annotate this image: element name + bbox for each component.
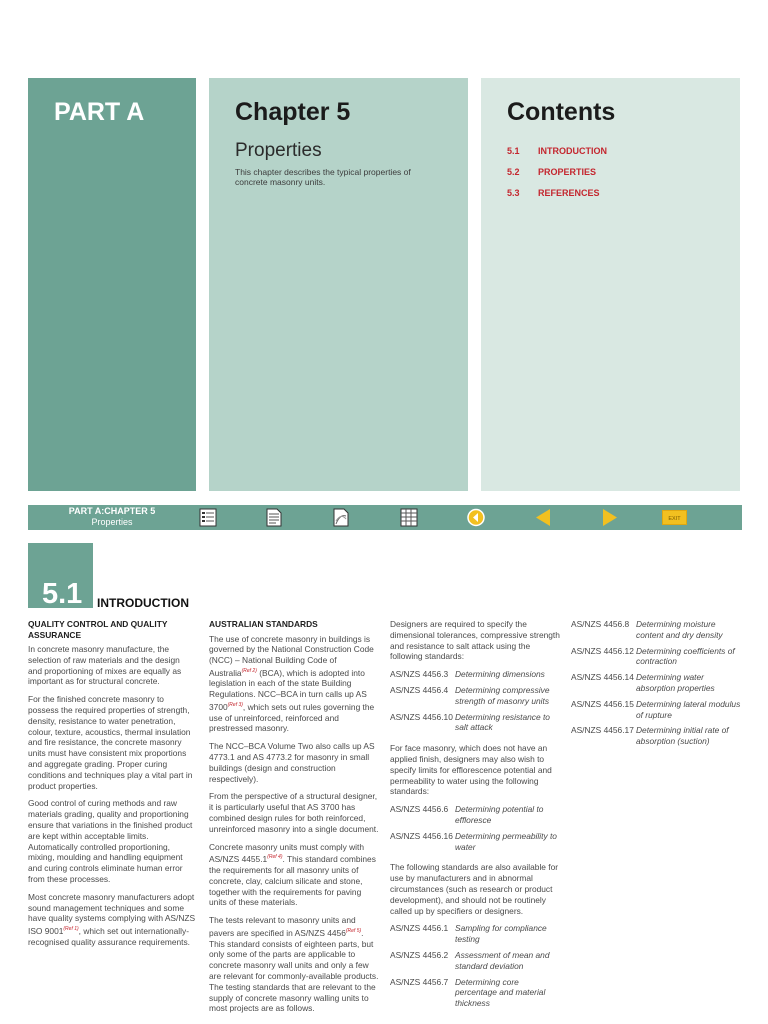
standard-code: AS/NZS 4456.14 [571, 672, 634, 683]
text-column-4 [571, 619, 743, 752]
paragraph: From the perspective of a structural designer, it is particularly useful that AS 3700 has combined design rules for both reinforced, unreinforced masonry into a single document. [209, 791, 379, 834]
nav-chapter-line1: PART A:CHAPTER 5 [68, 506, 156, 516]
standard-item [571, 699, 743, 721]
toc-item-number: 5.1 [507, 146, 520, 156]
arrow-right-icon [600, 508, 620, 527]
standard-item [390, 977, 560, 1009]
reference-link[interactable]: (Ref 3) [227, 702, 243, 709]
section-title: INTRODUCTION [97, 596, 189, 610]
text-fragment: , which sets out rules governing the use of unreinforced, reinforced and prestressed masonry. [209, 701, 375, 734]
standard-item [571, 725, 743, 747]
toc-list [507, 146, 607, 209]
standard-desc: Assessment of mean and standard deviation [455, 949, 550, 971]
text-fragment: . This standard consists of eighteen parts, but only some of the parts are applicable to concrete masonry wall units and only a few are relevant for commonly-available products. The testing standards that are relevant to the supply of concrete masonry walling units to most projects are as follows. [209, 927, 379, 1014]
paragraph [28, 892, 196, 948]
standard-desc: Determining lateral modulus of rupture [636, 698, 741, 720]
back-button[interactable] [466, 508, 486, 527]
standard-item [571, 646, 743, 668]
standard-code: AS/NZS 4456.4 [390, 684, 449, 695]
text-column-1 [28, 619, 196, 955]
reference-link[interactable]: (Ref 5) [345, 928, 362, 935]
text-fragment: . This standard combines the requirements for all masonry units of concrete, clay, calcium silicate and stone, together with the requirements for paving units of these materials. [209, 854, 376, 908]
text-column-3 [390, 619, 560, 1014]
text-fragment: The use of concrete masonry in buildings is governed by the National Construction Code (NCC) – National Building Code of Australia [209, 633, 374, 678]
circle-back-arrow-icon [466, 508, 486, 527]
previous-page-button[interactable] [533, 508, 553, 527]
paragraph: The NCC–BCA Volume Two also calls up AS 4773.1 and AS 4773.2 for masonry in small buildings (design and construction respectively). [209, 741, 375, 784]
standard-item [390, 685, 560, 707]
contents-page-button[interactable] [198, 508, 218, 527]
standard-item [390, 950, 560, 972]
chapter-description: This chapter describes the typical properties of concrete masonry units. [235, 167, 411, 187]
standard-desc: Determining compressive strength of masonry units [455, 684, 550, 706]
standard-item [571, 619, 743, 641]
standard-code: AS/NZS 4456.7 [390, 976, 449, 987]
toc-item-number: 5.3 [507, 188, 520, 198]
contents-title: Contents [507, 98, 616, 126]
standard-item [390, 712, 560, 734]
standard-code: AS/NZS 4456.17 [571, 725, 634, 736]
exit-button[interactable] [662, 508, 687, 527]
standard-item [390, 831, 560, 853]
standard-desc: Determining resistance to salt attack [455, 711, 550, 733]
standard-desc: Determining water absorption properties [636, 672, 715, 693]
toc-item-label: PROPERTIES [538, 167, 597, 177]
text-fragment: The tests relevant to masonry units and pavers are specified in AS/NZS 4456 [209, 915, 356, 938]
reference-link[interactable]: (Ref 1) [63, 926, 79, 933]
standard-code: AS/NZS 4456.8 [571, 619, 630, 629]
toc-item-label: INTRODUCTION [538, 146, 607, 156]
standard-desc: Determining initial rate of absorption (suction) [636, 725, 729, 747]
text-fragment: Most concrete masonry manufacturers adopt sound management techniques and some have quality systems complying with AS/NZS ISO 9001 [28, 891, 196, 936]
standard-item [390, 923, 560, 945]
standard-desc: Determining permeability to water [455, 830, 557, 852]
standard-desc: Determining core percentage and material thickness [455, 976, 546, 1009]
toc-item-references[interactable] [507, 188, 607, 209]
quality-heading: QUALITY CONTROL AND QUALITY ASSURANCE [28, 619, 168, 640]
chapter-panel [209, 78, 468, 491]
text-fragment: Concrete masonry units must comply with AS/NZS 4455.1 [209, 841, 364, 865]
standard-item [390, 669, 560, 680]
paragraph: Designers are required to specify the dimensional tolerances, compressive strength and resistance to salt attack using the following standards: [390, 619, 560, 662]
exit-label: EXIT [668, 516, 681, 522]
standards-heading: AUSTRALIAN STANDARDS [209, 619, 318, 629]
paragraph [209, 634, 379, 735]
text-fragment: (BCA), which is adopted into legislation in each of the state Building Regulations. NCC–BCA in turn calls up AS 3700 [209, 667, 367, 712]
standard-code: AS/NZS 4456.10 [390, 711, 453, 722]
standard-desc: Determining coefficients of contraction [636, 645, 735, 667]
nav-chapter-line2: Properties [91, 517, 133, 527]
document-list-icon [198, 508, 218, 527]
calculator-button[interactable] [399, 508, 419, 527]
toc-item-properties[interactable] [507, 167, 607, 188]
standard-desc: Determining dimensions [455, 669, 545, 680]
reference-link[interactable]: (Ref 4) [267, 854, 283, 861]
text-document-icon [264, 508, 284, 527]
part-label: PART A [54, 98, 145, 126]
standard-code: AS/NZS 4456.2 [390, 949, 449, 960]
standard-item [571, 672, 743, 694]
section-number-box [28, 543, 93, 608]
paragraph: Good control of curing methods and raw materials grading, quality and proportioning ensure that variations in the finished product are kept within acceptable limits. Automatically controlled proportioning, mixing, moulding and handling equipment and curing controls eliminate human error from these processes. [28, 798, 193, 884]
chapter-subtitle: Properties [235, 140, 322, 161]
toc-item-number: 5.2 [507, 167, 520, 177]
nav-chapter-label [58, 506, 166, 528]
paragraph: For face masonry, which does not have an applied finish, designers may also wish to specify limits for efflorescence potential and permeability to water using the following standards: [390, 743, 552, 797]
table-icon [399, 508, 419, 527]
standard-desc: Determining moisture content and dry density [636, 619, 723, 640]
arrow-left-icon [533, 508, 553, 527]
drawing-page-button[interactable] [331, 508, 351, 527]
standard-code: AS/NZS 4456.6 [390, 804, 449, 815]
paragraph: The following standards are also available for use by manufacturers and in abnormal circumstances (such as research or product development), and should not be routinely called up by specifiers or designers. [390, 862, 559, 916]
paragraph: For the finished concrete masonry to possess the required properties of strength, density, resistance to water penetration, colour, texture, acoustics, thermal insulation and fire resistance, the concrete masonry units must have consistent mix proportions and aggregate grading. Proper curing conditions and techniques play a vital part in product properties. [28, 694, 193, 791]
text-column-2 [209, 619, 379, 1021]
section-number: 5.1 [42, 578, 83, 610]
text-page-button[interactable] [264, 508, 284, 527]
standard-code: AS/NZS 4456.16 [390, 830, 453, 841]
navigation-bar [28, 505, 742, 530]
toc-item-introduction[interactable] [507, 146, 607, 167]
standard-desc: Determining potential to effloresce [455, 804, 544, 825]
standard-desc: Sampling for compliance testing [455, 923, 547, 945]
drawing-icon [331, 508, 351, 527]
part-panel [28, 78, 196, 491]
next-page-button[interactable] [600, 508, 620, 527]
chapter-title: Chapter 5 [235, 98, 351, 126]
contents-panel [481, 78, 740, 491]
paragraph [209, 915, 379, 1014]
standard-item [390, 804, 560, 826]
text-fragment: , which set out internationally-recognised quality assurance requirements. [28, 925, 191, 947]
paragraph: In concrete masonry manufacture, the selection of raw materials and the design and proportioning of mixes are equally as important as for structural concrete. [28, 644, 182, 687]
standard-code: AS/NZS 4456.1 [390, 923, 449, 934]
reference-link[interactable]: (Ref 2) [241, 667, 257, 674]
exit-icon [662, 508, 687, 527]
standard-code: AS/NZS 4456.15 [571, 698, 634, 709]
standard-code: AS/NZS 4456.3 [390, 669, 449, 680]
toc-item-label: REFERENCES [538, 188, 600, 198]
standard-code: AS/NZS 4456.12 [571, 645, 634, 656]
paragraph [209, 842, 379, 909]
